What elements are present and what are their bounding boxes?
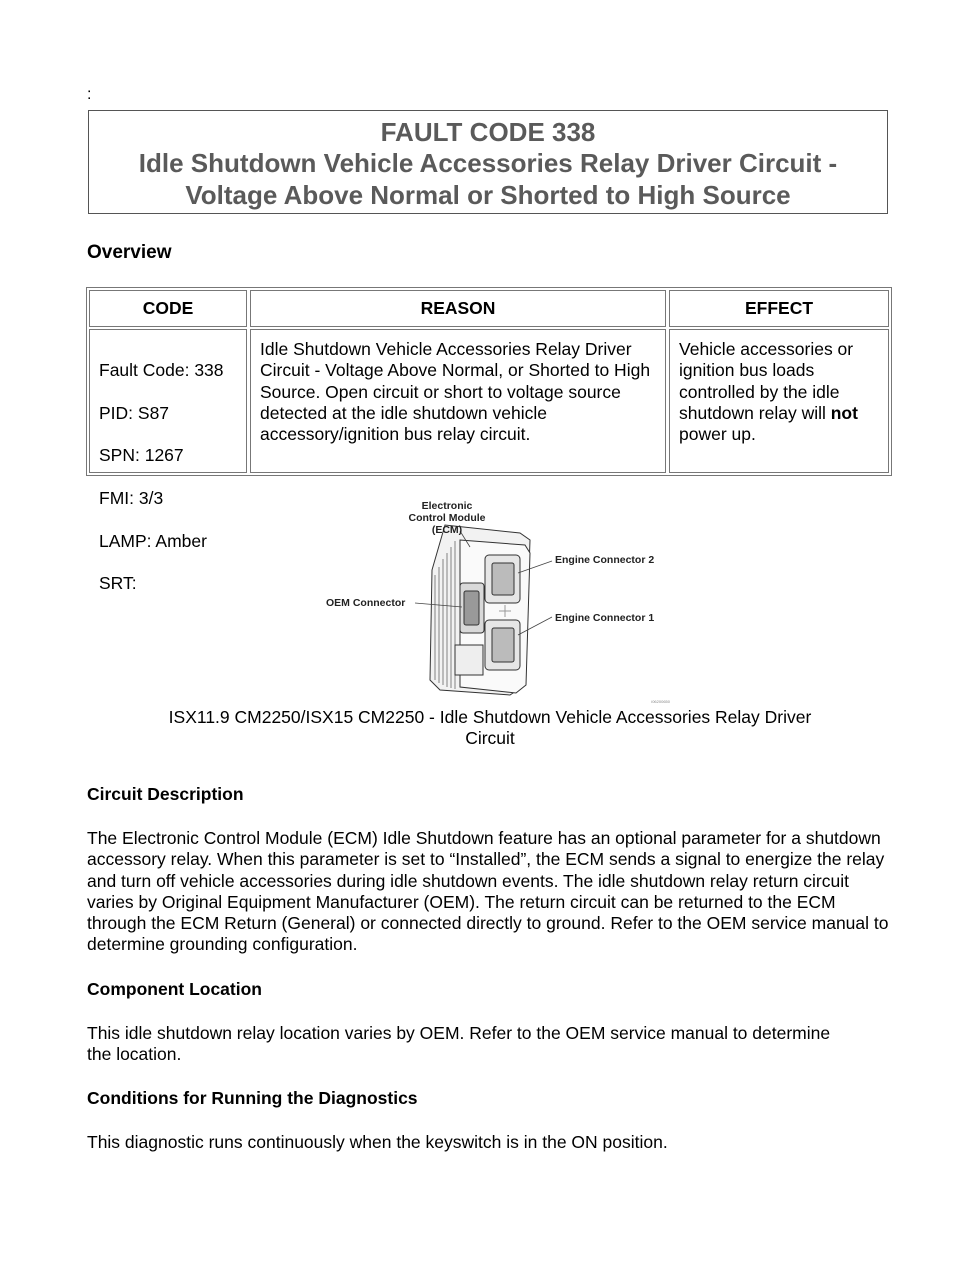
header-code: CODE (89, 290, 247, 327)
title-box (88, 110, 888, 214)
fault-title-line-2: Idle Shutdown Vehicle Accessories Relay Driver Circuit - (138, 148, 838, 178)
caption-line-2: Circuit (465, 728, 515, 749)
label-ecm-1: Electronic (421, 500, 473, 512)
code-line: SRT: (99, 573, 137, 594)
fault-title-line-3: Voltage Above Normal or Shorted to High Source (185, 180, 791, 210)
label-engine-connector-2: Engine Connector 2 (555, 554, 655, 566)
conditions-heading: Conditions for Running the Diagnostics (87, 1088, 418, 1108)
effect-text-end: power up. (679, 424, 756, 445)
ecm-module-drawing (430, 525, 530, 695)
caption-line-1: ISX11.9 CM2250/ISX15 CM2250 - Idle Shutdown Vehicle Accessories Relay Driver (168, 707, 812, 727)
header-reason: REASON (250, 290, 666, 327)
ecm-diagram (320, 495, 670, 705)
effect-emphasis: not (830, 402, 858, 423)
component-location-heading: Component Location (87, 979, 262, 999)
reason-cell (250, 329, 666, 473)
code-line: FMI: 3/3 (99, 488, 164, 509)
effect-text: Vehicle accessories or ignition bus loads controlled by the idle shutdown relay will (679, 339, 854, 423)
label-engine-connector-1: Engine Connector 1 (555, 612, 655, 624)
circuit-description-text: The Electronic Control Module (ECM) Idle Shutdown feature has an optional parameter for a shutdown accessory relay. When this parameter is set to “Installed”, the ECM sends a signal to energize the relay and turn off vehicle accessories during idle shutdown events. The idle shutdown relay return circuit varies by Original Equipment Manufacturer (OEM). The return circuit can be returned to the ECM through the ECM Return (General) or connected directly to ground. Refer to the OEM service manual to determine grounding configuration. (87, 828, 889, 955)
code-line: PID: S87 (99, 402, 170, 423)
fault-code-title: FAULT CODE 338 (380, 117, 596, 147)
conditions-text: This diagnostic runs continuously when the keyswitch is in the ON position. (87, 1132, 668, 1152)
effect-cell (669, 329, 889, 473)
label-oem-connector: OEM Connector (326, 597, 406, 609)
header-effect: EFFECT (669, 290, 889, 327)
component-location-text: This idle shutdown relay location varies by OEM. Refer to the OEM service manual to determine the location. (87, 1023, 831, 1065)
reason-text: Idle Shutdown Vehicle Accessories Relay Driver Circuit - Voltage Above Normal, or Shorted to High Source. Open circuit or short to voltage source detected at the idle shutdown vehicle accessory/ignition bus relay circuit. (260, 339, 651, 445)
figure-reference: i06200650 (651, 699, 670, 704)
code-line: LAMP: Amber (99, 530, 207, 551)
page-marker: : (87, 86, 92, 103)
code-line: Fault Code: 338 (99, 360, 224, 381)
label-ecm-2: Control Module (408, 512, 486, 524)
label-ecm-3: (ECM) (431, 524, 463, 536)
code-line: SPN: 1267 (99, 445, 184, 466)
circuit-description-heading: Circuit Description (87, 784, 244, 804)
overview-heading: Overview (87, 242, 172, 263)
code-cell (89, 329, 247, 594)
figure-caption (120, 707, 860, 750)
